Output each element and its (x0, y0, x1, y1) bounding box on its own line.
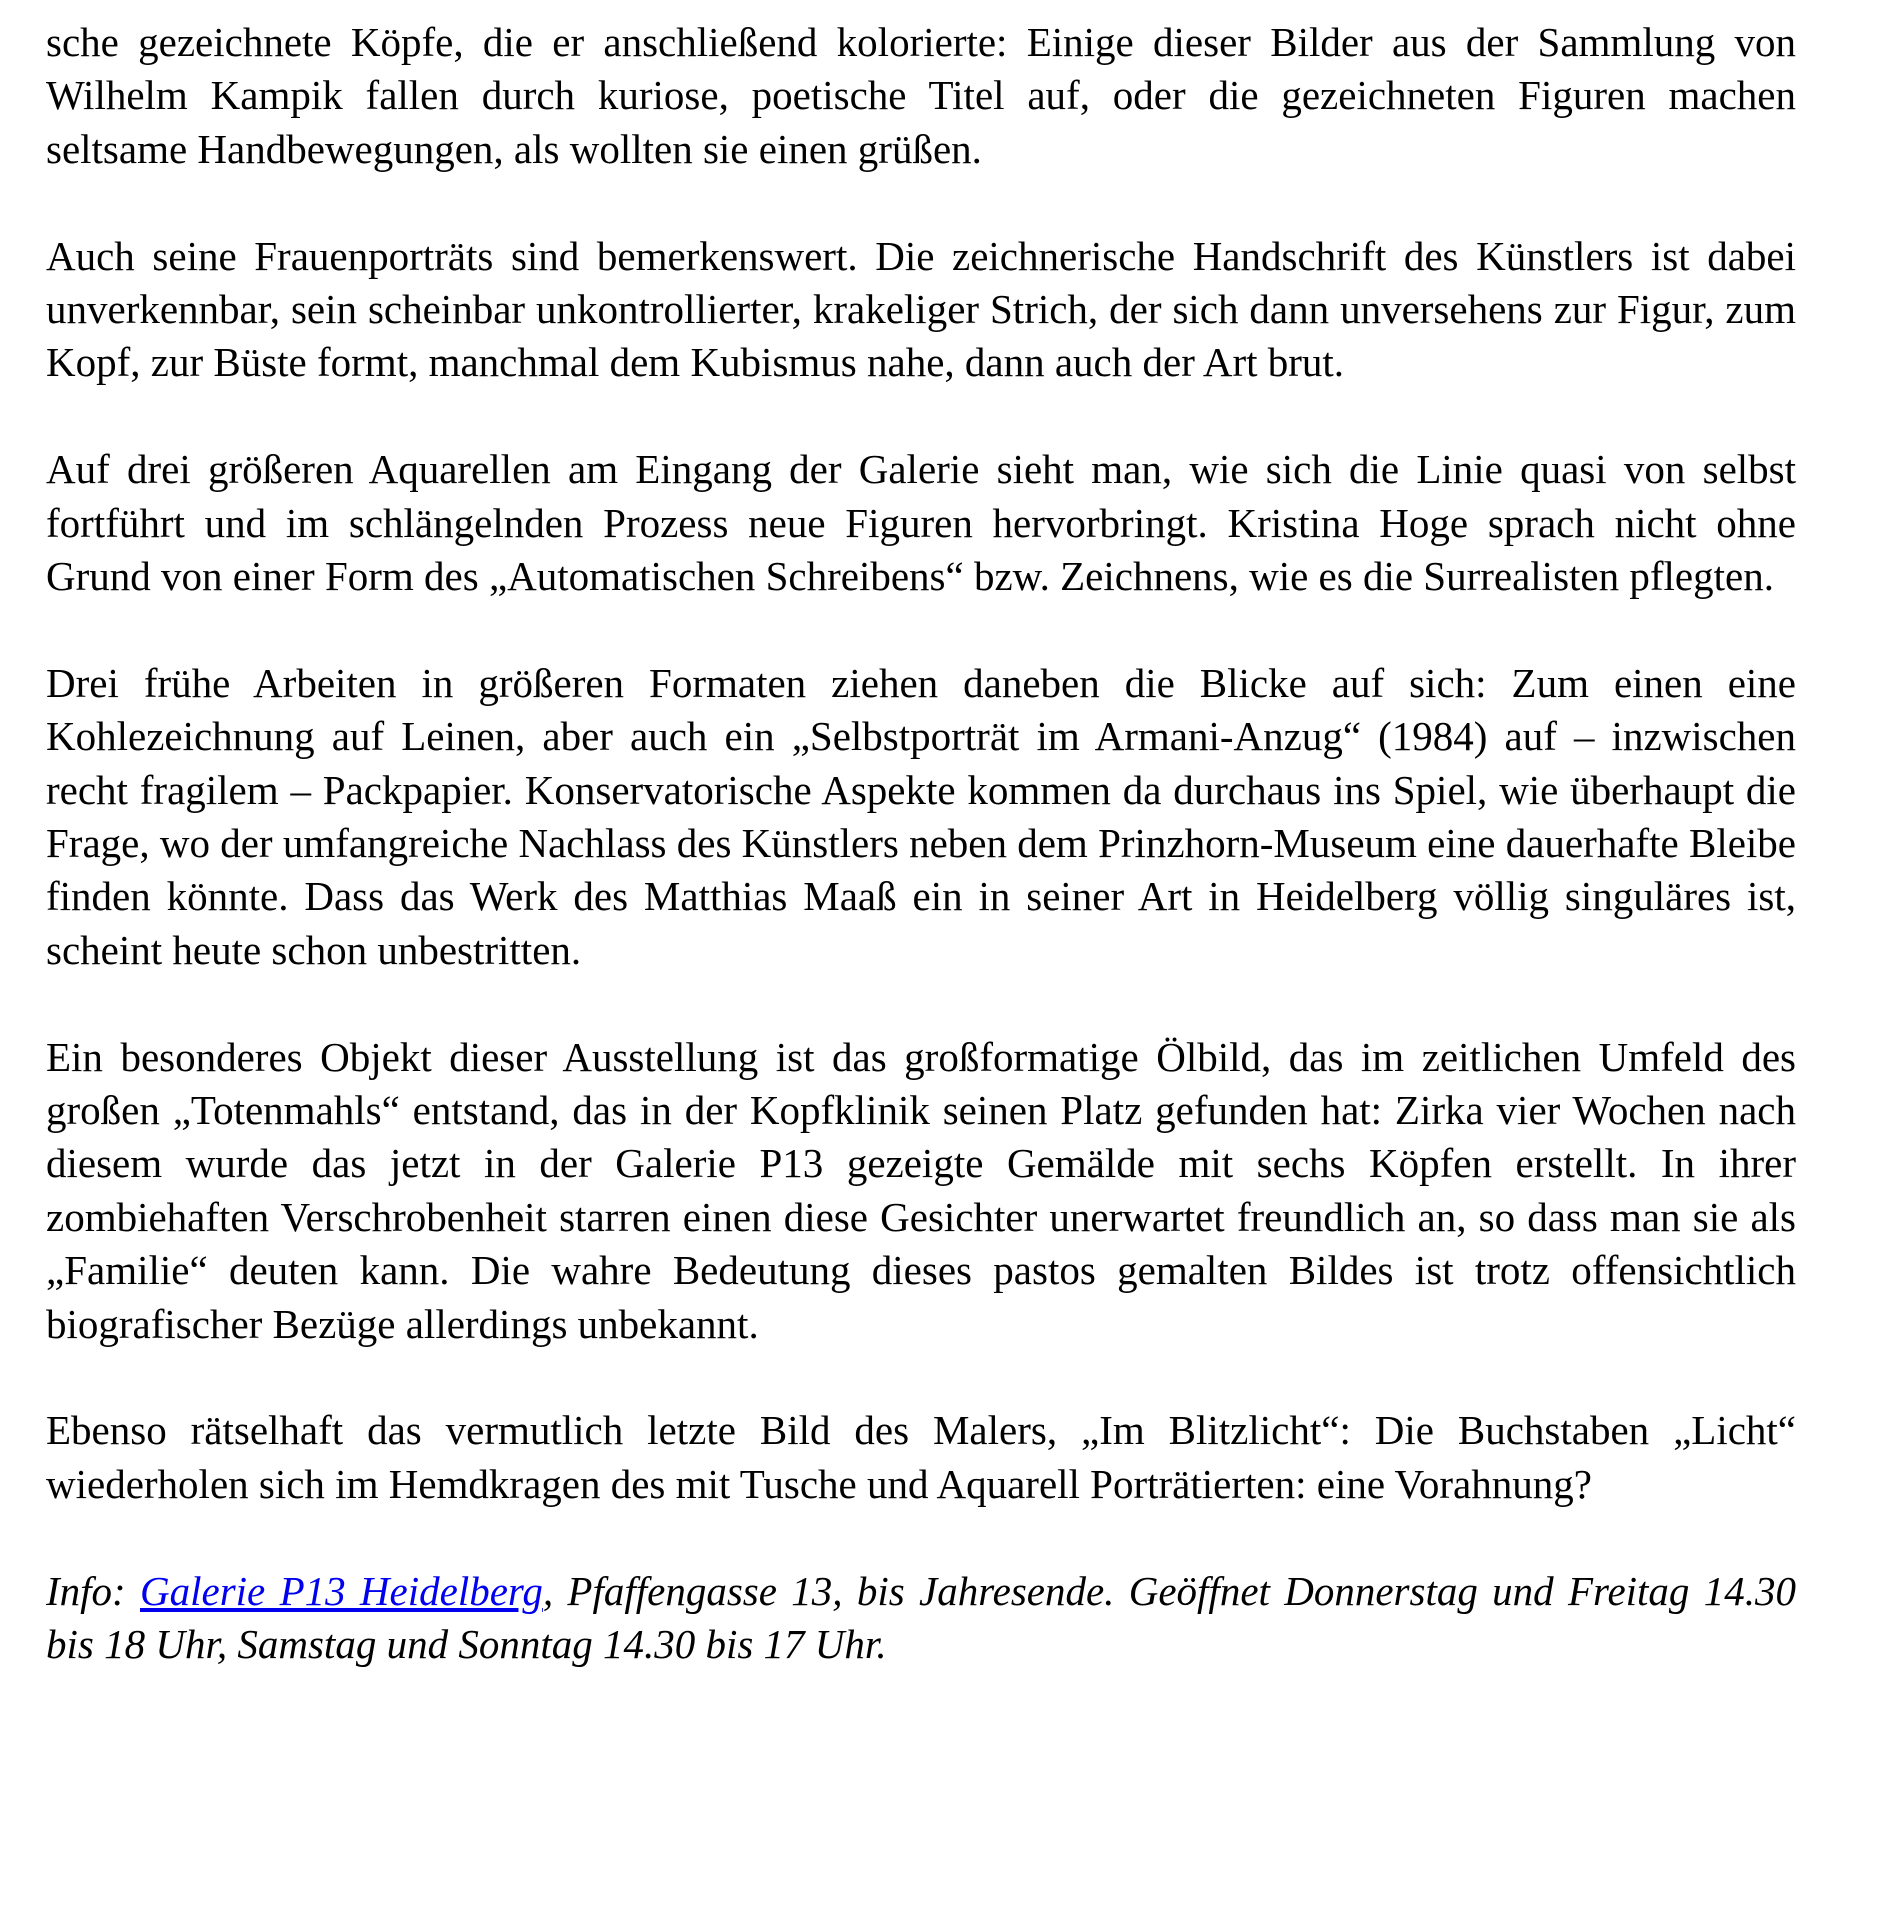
info-paragraph (46, 1565, 1796, 1672)
paragraph-fruehe-arbeiten: Drei frühe Arbeiten in größeren Formaten ziehen daneben die Blicke auf sich: Zum einen eine Kohlezeichnung auf Leinen, aber auch ein „Selbstporträt im Armani-Anzug“ (1984) auf – inzwischen recht fragilem – Packpapier. Konservatorische Aspekte kommen da durchaus ins Spiel, wie überhaupt die Frage, wo der umfangreiche Nachlass des Künstlers neben dem Prinzhorn-Museum eine dauerhafte Bleibe finden könnte. Dass das Werk des Matthias Maaß ein in seiner Art in Heidelberg völlig singuläres ist, scheint heute schon unbestritten. (46, 659, 1796, 973)
gallery-link[interactable]: Galerie P13 Heidelberg (140, 1567, 543, 1614)
paragraph-frauenportraets: Auch seine Frauenporträts sind bemerkenswert. Die zeichnerische Handschrift des Künstlers ist dabei unverkennbar, sein scheinbar unkontrollierter, krakeliger Strich, der sich dann unversehens zur Figur, zum Kopf, zur Büste formt, manchmal dem Kubismus nahe, dann auch der Art brut. (46, 232, 1796, 386)
info-details: , Pfaffengasse 13, bis Jahresende. Geöffnet Donnerstag und Freitag 14.30 bis 18 Uhr, Samstag und Sonntag 14.30 bis 17 Uhr. (46, 1567, 1796, 1668)
paragraph-blitzlicht: Ebenso rätselhaft das vermutlich letzte Bild des Malers, „Im Blitzlicht“: Die Buchstaben „Licht“ wiederholen sich im Hemdkragen des mit Tusche und Aquarell Porträtierten: eine Vorahnung? (46, 1407, 1796, 1507)
info-prefix: Info: (46, 1567, 141, 1614)
paragraph-oelbild: Ein besonderes Objekt dieser Ausstellung ist das großformatige Ölbild, das im zeitlichen Umfeld des großen „Totenmahls“ entstand, das in der Kopfklinik seinen Platz gefunden hat: Zirka vier Wochen nach diesem wurde das jetzt in der Galerie P13 gezeigte Gemälde mit sechs Köpfen erstellt. In ihrer zombiehaften Verschrobenheit starren einen diese Gesichter unerwartet freundlich an, so dass man sie als „Familie“ deuten kann. Die wahre Bedeutung dieses pastos gemalten Bildes ist trotz offensichtlich biografischer Bezüge allerdings unbekannt. (46, 1033, 1796, 1347)
paragraph-aquarelle: Auf drei größeren Aquarellen am Eingang der Galerie sieht man, wie sich die Linie quasi von selbst fortführt und im schlängelnden Prozess neue Figuren hervorbringt. Kristina Hoge sprach nicht ohne Grund von einer Form des „Automatischen Schreibens“ bzw. Zeichnens, wie es die Surrealisten pflegten. (46, 446, 1796, 600)
article-body (46, 16, 1796, 1725)
paragraph-kolorierte-koepfe: sche gezeichnete Köpfe, die er anschließend kolorierte: Einige dieser Bilder aus der Sammlung von Wilhelm Kampik fallen durch kuriose, poetische Titel auf, oder die gezeichneten Figuren machen seltsame Handbewegungen, als wollten sie einen grüßen. (46, 19, 1796, 172)
